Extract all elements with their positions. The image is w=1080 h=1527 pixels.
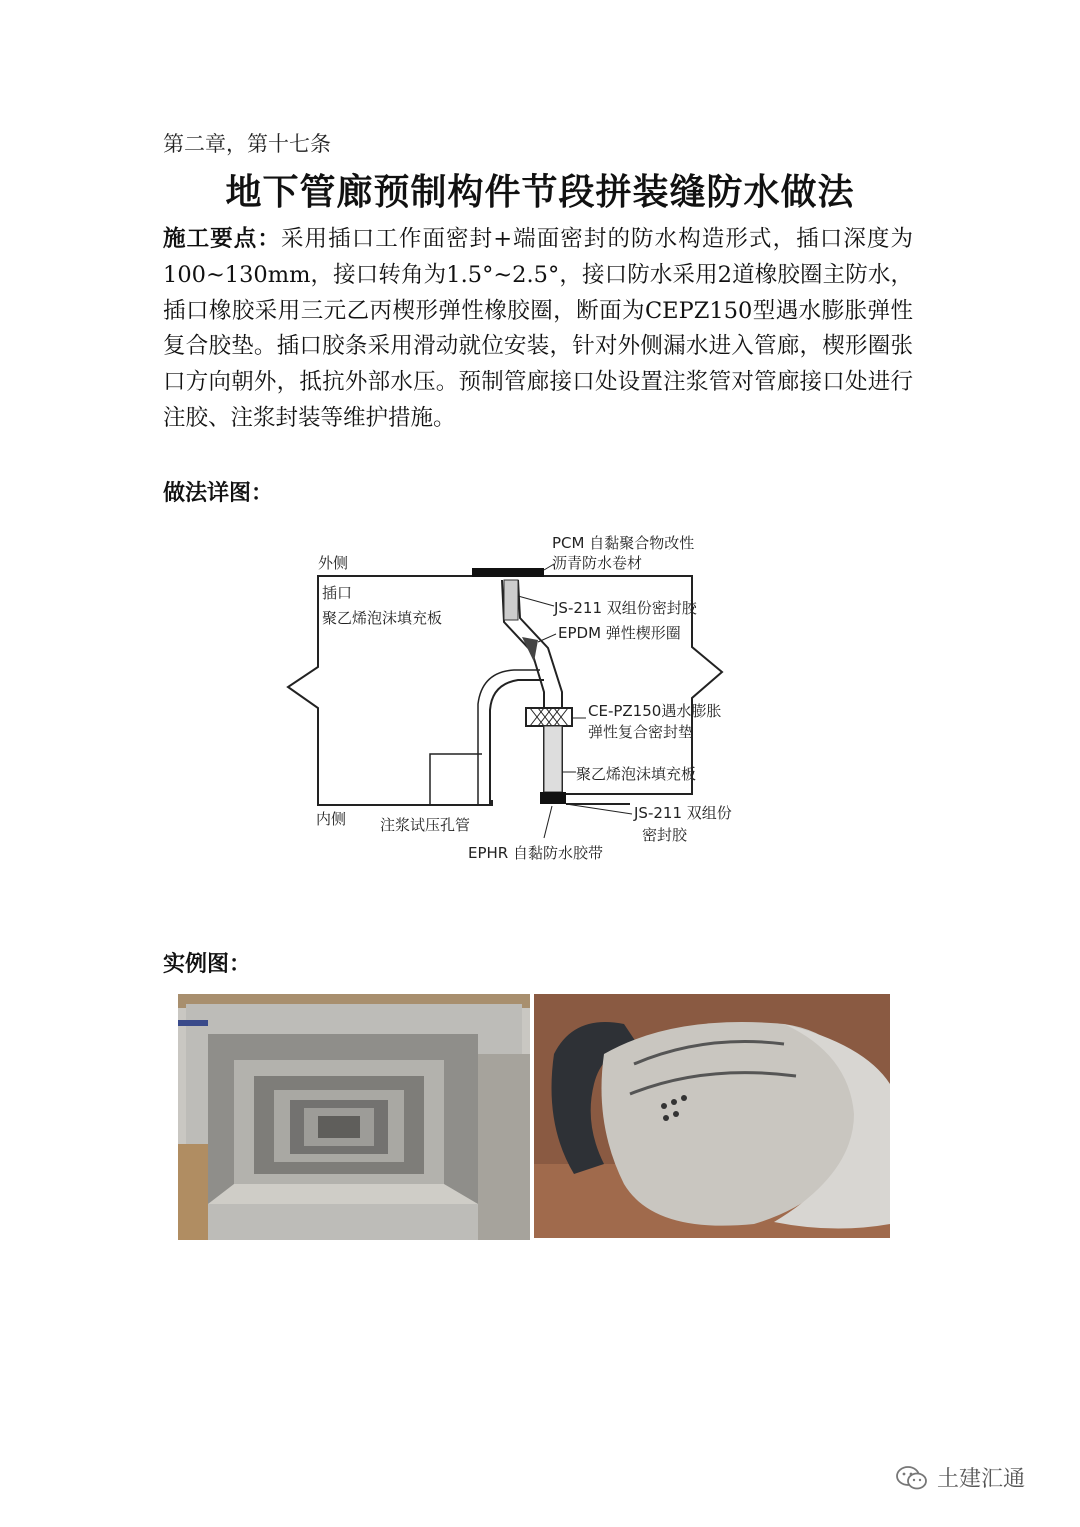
box-culvert-photo-svg	[178, 994, 530, 1240]
leader-js211-bottom	[566, 804, 632, 814]
leader-epdm	[538, 634, 556, 642]
watermark-text: 土建汇通	[937, 1467, 1026, 1492]
label-foam-board-1: 聚乙烯泡沫填充板	[322, 609, 443, 627]
wechat-icon	[895, 1464, 929, 1492]
label-epdm: EPDM 弹性楔形圈	[558, 624, 681, 642]
label-ce-2: 弹性复合密封垫	[588, 723, 694, 741]
chapter-reference: 第二章，第十七条	[163, 132, 331, 156]
label-foam-board-2: 聚乙烯泡沫填充板	[576, 765, 697, 783]
label-inner: 内侧	[316, 810, 347, 828]
watermark	[895, 1462, 1025, 1493]
js211-sealant-bottom	[540, 792, 566, 804]
pipe-joint-photo-svg	[534, 994, 890, 1238]
pcm-membrane	[472, 568, 544, 577]
page-title: 地下管廊预制构件节段拼装缝防水做法	[225, 172, 855, 213]
label-ephr: EPHR 自黏防水胶带	[468, 844, 603, 862]
label-ce-1: CE-PZ150遇水膨胀	[588, 702, 722, 720]
grout-pipe	[430, 754, 482, 805]
label-grout-pipe: 注浆试压孔管	[380, 816, 471, 834]
label-outer: 外侧	[318, 554, 349, 572]
js211-sealant-top	[504, 580, 518, 620]
epdm-wedge-ring	[522, 637, 538, 662]
detail-drawing-label: 做法详图：	[163, 481, 274, 506]
joint-diagram-svg	[282, 522, 788, 872]
example-photo-box-culvert	[178, 994, 530, 1240]
example-photo-pipe-joint	[534, 994, 890, 1238]
label-js211-bottom-1: JS-211 双组份	[634, 804, 732, 822]
key-points-text: 采用插口工作面密封+端面密封的防水构造形式，插口深度为100~130mm，接口转角为1.5°~2.5°，接口防水采用2道橡胶圈主防水，插口橡胶采用三元乙丙楔形弹性橡胶圈，断面为CEPZ150型遇水膨胀弹性复合胶垫。插口胶条采用滑动就位安装，针对外侧漏水进入管廊，楔形圈张口方向朝外，抵抗外部水压。预制管廊接口处设置注浆管对管廊接口处进行注胶、注浆封装等维护措施。	[163, 226, 913, 431]
leader-ephr	[544, 806, 552, 838]
ce-pz150-gasket	[526, 708, 572, 726]
label-pcm-1: PCM 自黏聚合物改性	[552, 534, 695, 552]
label-js211-bottom-2: 密封胶	[642, 826, 688, 844]
leader-js211-top	[518, 596, 554, 606]
label-pcm-2: 沥青防水卷材	[552, 554, 643, 572]
label-socket: 插口	[322, 584, 353, 602]
inner-socket-curve	[490, 680, 544, 805]
waterproof-joint-diagram	[282, 522, 788, 872]
foam-board-lower	[544, 726, 562, 792]
inner-socket-curve-2	[478, 670, 540, 805]
label-js211-top: JS-211 双组份密封胶	[554, 599, 697, 617]
key-points-label: 施工要点：	[163, 226, 281, 252]
example-label: 实例图：	[163, 952, 252, 977]
key-points-paragraph	[163, 222, 913, 437]
